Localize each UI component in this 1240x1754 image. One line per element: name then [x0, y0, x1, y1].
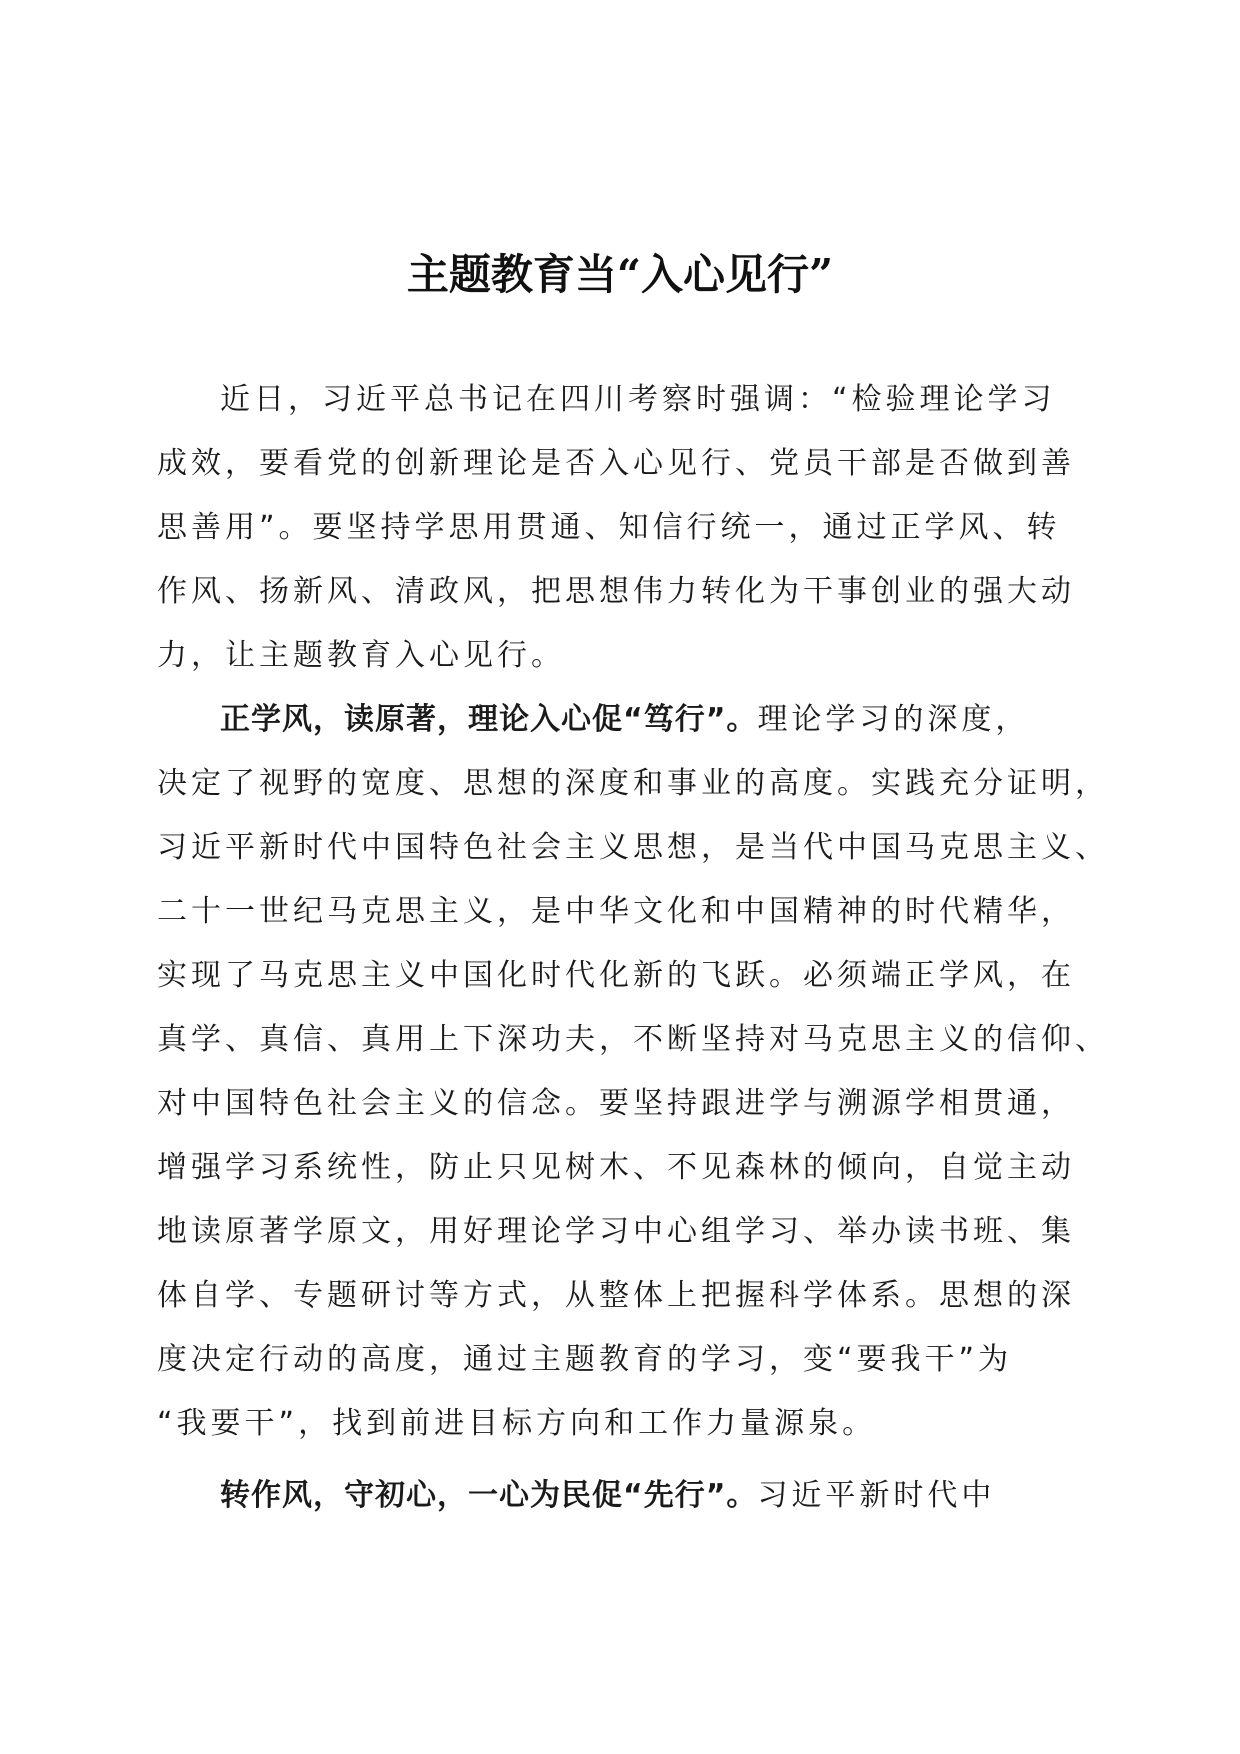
document-title: 主题教育当“入心见行” [406, 250, 834, 299]
paragraph-3-first-line-rest: 习近平新时代中 [757, 1478, 996, 1513]
paragraph-2-line-1 [220, 698, 1120, 742]
paragraph-2-line-8: 增强学习系统性，防止只见树木、不见森林的倾向，自觉主动 [157, 1150, 1075, 1185]
paragraph-2-heading: 正学风，读原著，理论入心促“笃行”。 [220, 702, 758, 737]
paragraph-2-line-4: 二十一世纪马克思主义，是中华文化和中国精神的时代精华， [157, 894, 1075, 929]
paragraph-2-line-10: 体自学、专题研讨等方式，从整体上把握科学体系。思想的深 [157, 1278, 1075, 1313]
paragraph-2-line-12: “我要干”，找到前进目标方向和工作力量源泉。 [157, 1406, 877, 1441]
paragraph-1-line-2: 成效，要看党的创新理论是否入心见行、党员干部是否做到善 [157, 446, 1075, 481]
paragraph-1-line-5: 力，让主题教育入心见行。 [157, 638, 565, 673]
paragraph-2-line-11: 度决定行动的高度，通过主题教育的学习，变“要我干”为 [157, 1342, 1013, 1377]
paragraph-1-line-3: 思善用”。要坚持学思用贯通、知信行统一，通过正学风、转 [157, 510, 1061, 545]
paragraph-2-line-9: 地读原著学原文，用好理论学习中心组学习、举办读书班、集 [157, 1214, 1075, 1249]
paragraph-2-line-7: 对中国特色社会主义的信念。要坚持跟进学与溯源学相贯通， [157, 1086, 1075, 1121]
paragraph-2-line-3: 习近平新时代中国特色社会主义思想，是当代中国马克思主义、 [157, 830, 1109, 865]
paragraph-2-line-6: 真学、真信、真用上下深功夫，不断坚持对马克思主义的信仰、 [157, 1022, 1109, 1057]
paragraph-3-heading: 转作风，守初心，一心为民促“先行”。 [220, 1478, 758, 1513]
paragraph-2-first-line-rest: 理论学习的深度， [757, 702, 1030, 737]
paragraph-3-line-1 [220, 1474, 1120, 1518]
paragraph-2-line-5: 实现了马克思主义中国化时代化新的飞跃。必须端正学风，在 [157, 958, 1075, 993]
paragraph-1-line-1: 近日，习近平总书记在四川考察时强调：“检验理论学习 [220, 382, 1056, 417]
paragraph-1-line-4: 作风、扬新风、清政风，把思想伟力转化为干事创业的强大动 [157, 574, 1075, 609]
paragraph-2-line-2: 决定了视野的宽度、思想的深度和事业的高度。实践充分证明， [157, 766, 1109, 801]
